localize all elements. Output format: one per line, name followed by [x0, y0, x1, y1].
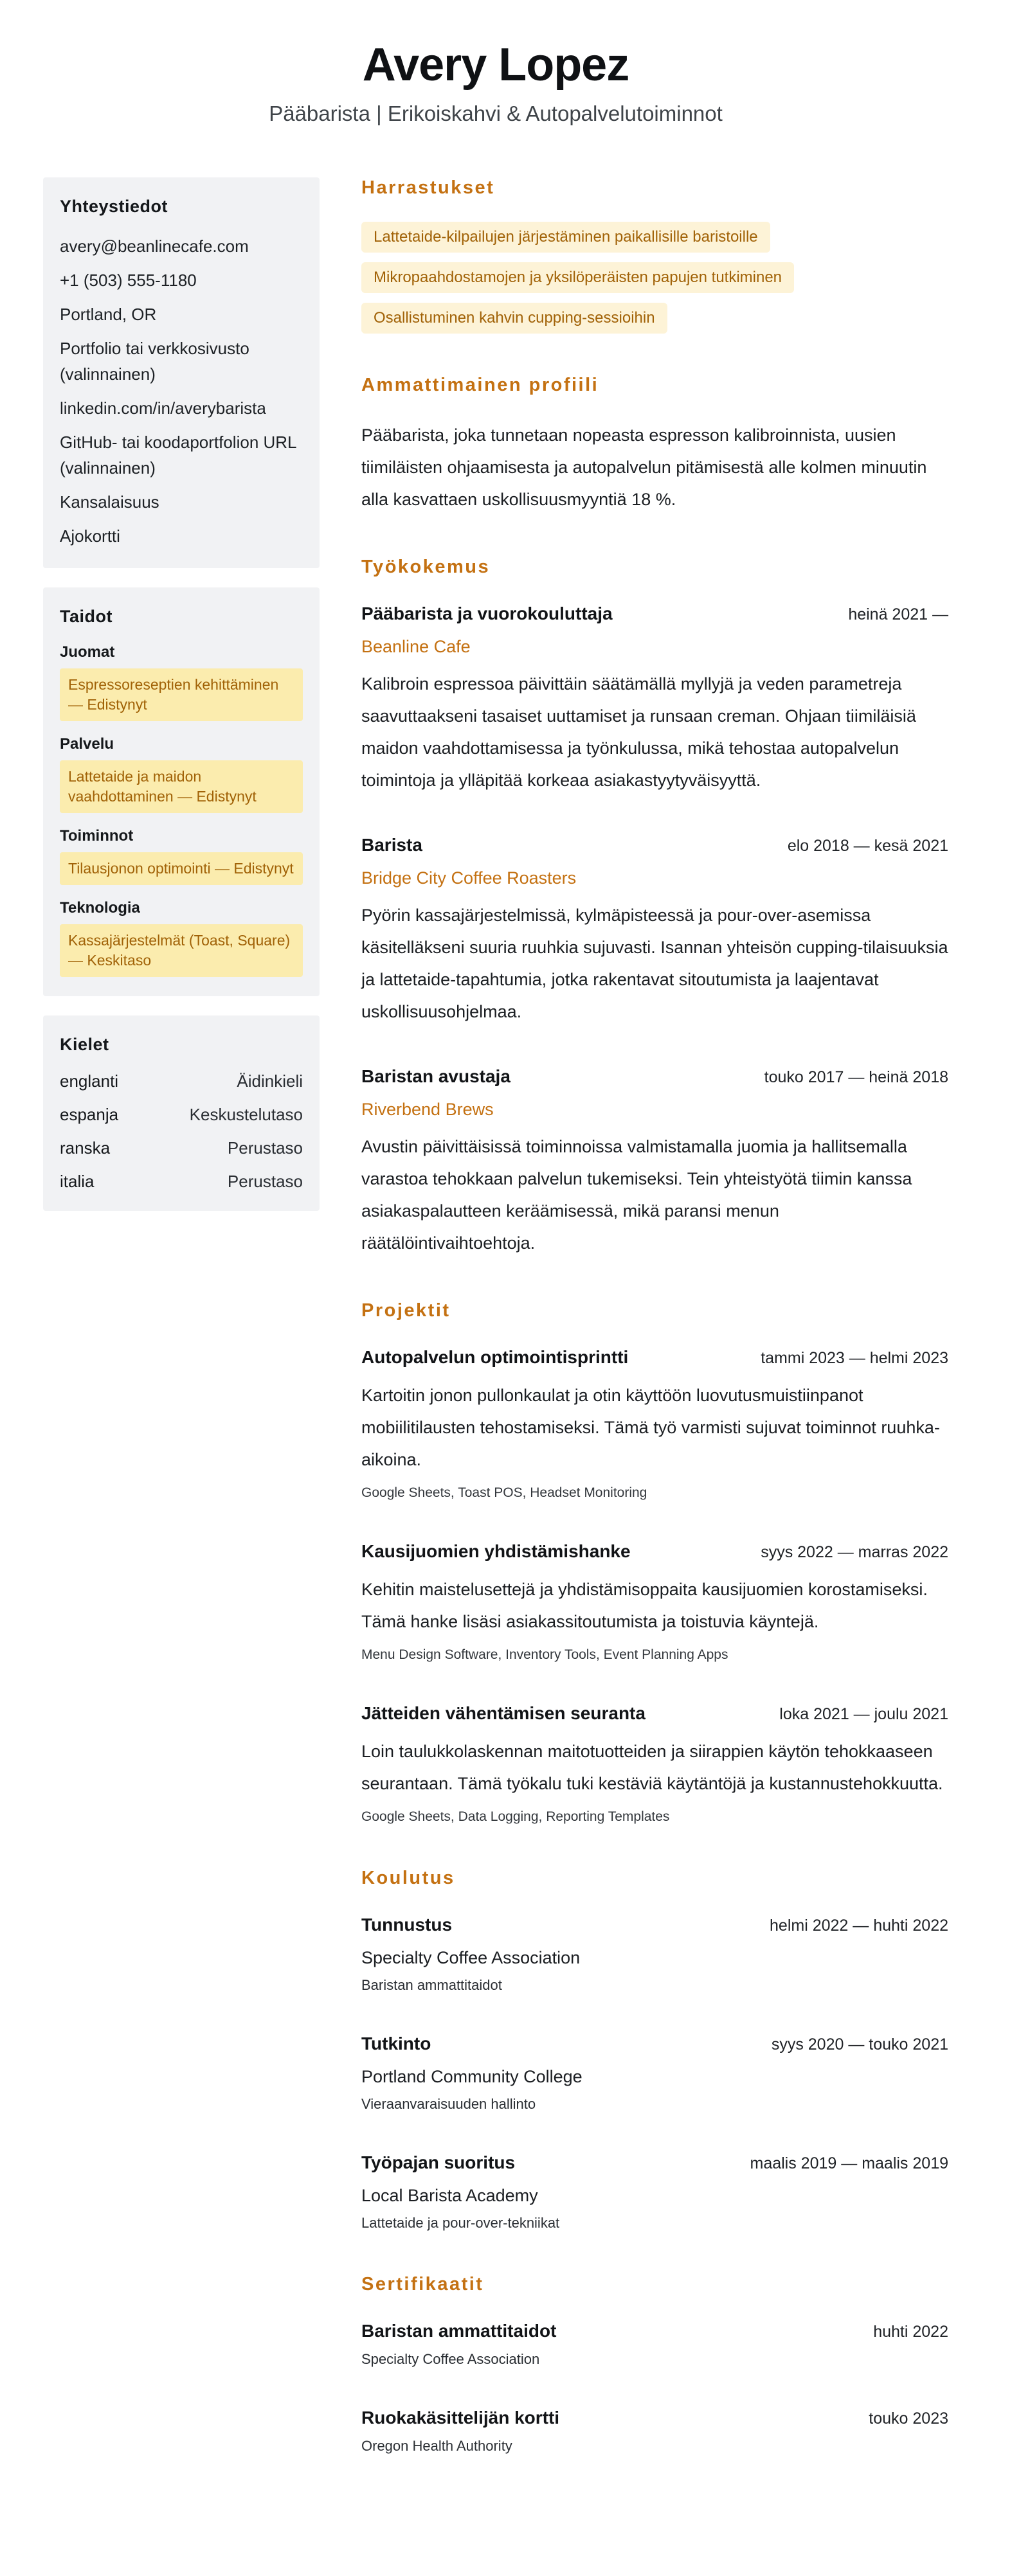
- contact-portfolio: Portfolio tai verkkosivusto (valinnainen): [60, 339, 249, 384]
- project-entry: [361, 1345, 948, 1503]
- language-name: italia: [60, 1172, 95, 1191]
- education-school: Portland Community College: [361, 2067, 583, 2086]
- hobby-pill: Lattetaide-kilpailujen järjestäminen paikallisille baristoille: [361, 222, 770, 253]
- entry-head: [361, 2031, 948, 2057]
- project-entry: [361, 1701, 948, 1827]
- education-field: Lattetaide ja pour-over-tekniikat: [361, 2215, 560, 2231]
- job-role: Baristan avustaja: [361, 1066, 510, 1086]
- entry-head: [361, 1345, 948, 1370]
- skill-chip: Espressoreseptien kehittäminen — Edistynyt: [60, 668, 303, 721]
- project-tools: Menu Design Software, Inventory Tools, Event Planning Apps: [361, 1647, 728, 1662]
- entry-head: [361, 2318, 948, 2344]
- entry-head: [361, 1701, 948, 1726]
- languages-box: [43, 1015, 320, 1211]
- certification-dates: huhti 2022: [873, 2323, 948, 2341]
- section-projects: [361, 1300, 948, 1827]
- education-field: Baristan ammattitaidot: [361, 1977, 502, 1993]
- job-company: Bridge City Coffee Roasters: [361, 868, 577, 888]
- language-row: [60, 1138, 303, 1158]
- skill-group: [60, 735, 303, 813]
- education-school: Specialty Coffee Association: [361, 1948, 581, 1967]
- education-dates: helmi 2022 — huhti 2022: [770, 1917, 948, 1935]
- contact-citizenship: Kansalaisuus: [60, 492, 159, 512]
- section-experience: [361, 557, 948, 1259]
- entry-head: [361, 1064, 948, 1089]
- education-entry: [361, 2150, 948, 2233]
- language-level: Perustaso: [227, 1172, 303, 1191]
- sidebar: [43, 177, 320, 1211]
- project-description: Kehitin maistelusettejä ja yhdistämisoppaita kausijuomien korostamiseksi. Tämä hanke lisäsi asiakassitoutumista ja toistuvia käyntejä.: [361, 1580, 928, 1631]
- contact-box: [43, 177, 320, 568]
- certification-name: Ruokakäsittelijän kortti: [361, 2408, 560, 2428]
- language-name: englanti: [60, 1071, 119, 1091]
- section-title-hobbies: Harrastukset: [361, 177, 495, 198]
- education-dates: maalis 2019 — maalis 2019: [750, 2154, 948, 2172]
- main-column: [361, 177, 948, 2497]
- skill-category: Palvelu: [60, 735, 114, 753]
- entry-head: [361, 832, 948, 858]
- entry-head: [361, 2150, 948, 2176]
- skills-title: Taidot: [60, 607, 113, 626]
- project-name: Jätteiden vähentämisen seuranta: [361, 1703, 646, 1723]
- skill-group: [60, 643, 303, 721]
- job-description: Pyörin kassajärjestelmissä, kylmäpisteessä ja pour-over-asemissa käsitelläkseni suuria ruuhkia sujuvasti. Isannan yhteisön cupping-tilaisuuksia ja lattetaide-tapahtumia, jotka rakentavat sitoutumista ja laajentavat uskollisuusohjelmaa.: [361, 906, 948, 1021]
- project-entry: [361, 1539, 948, 1665]
- skill-category: Teknologia: [60, 899, 140, 917]
- certification-issuer: Oregon Health Authority: [361, 2438, 512, 2454]
- entry-head: [361, 601, 948, 627]
- certification-entry: [361, 2405, 948, 2456]
- certification-dates: touko 2023: [869, 2410, 948, 2428]
- certification-issuer: Specialty Coffee Association: [361, 2351, 540, 2367]
- entry-head: [361, 2405, 948, 2431]
- experience-entry: [361, 601, 948, 796]
- profile-text: Pääbarista, joka tunnetaan nopeasta espresson kalibroinnista, uusien tiimiläisten ohjaamisesta ja autopalvelun pitämisestä alle kolmen minuutin alla kasvattaen uskollisuusmyyntiä 18 %.: [361, 425, 927, 509]
- language-level: Perustaso: [227, 1138, 303, 1158]
- hobby-pill-list: [361, 222, 948, 334]
- section-education: [361, 1868, 948, 2233]
- job-description: Avustin päivittäisissä toiminnoissa valmistamalla juomia ja hallitsemalla varastoa tehokkaan palvelun tukemiseksi. Tein yhteistyötä tiimin kanssa asiakaspalautteen keräämisessä, mikä paransi menun räätälöintivaihtoehtoja.: [361, 1137, 912, 1253]
- education-entry: [361, 2031, 948, 2114]
- project-description: Kartoitin jonon pullonkaulat ja otin käyttöön luovutusmuistiinpanot mobiilitilausten tehostamiseksi. Tämä työ varmisti sujuvat toiminnot ruuhka-aikoina.: [361, 1386, 940, 1469]
- section-title-experience: Työkokemus: [361, 557, 491, 577]
- language-name: ranska: [60, 1138, 111, 1158]
- contact-title: Yhteystiedot: [60, 197, 168, 216]
- language-row: [60, 1172, 303, 1192]
- section-profile: [361, 375, 948, 515]
- contact-github: GitHub- tai koodaportfolion URL (valinnainen): [60, 433, 296, 478]
- project-name: Kausijuomien yhdistämishanke: [361, 1541, 631, 1561]
- job-role: Barista: [361, 835, 422, 855]
- entry-head: [361, 1912, 948, 1938]
- skill-chip: Tilausjonon optimointi — Edistynyt: [60, 852, 303, 885]
- contact-drivers-license: Ajokortti: [60, 526, 120, 546]
- skill-group: [60, 827, 303, 885]
- project-dates: tammi 2023 — helmi 2023: [761, 1349, 948, 1367]
- education-school: Local Barista Academy: [361, 2186, 538, 2205]
- section-title-profile: Ammattimainen profiili: [361, 375, 599, 395]
- job-dates: elo 2018 — kesä 2021: [787, 837, 948, 855]
- job-role: Pääbarista ja vuorokouluttaja: [361, 604, 613, 623]
- contact-email: avery@beanlinecafe.com: [60, 237, 249, 256]
- project-description: Loin taulukkolaskennan maitotuotteiden ja siirappien käytön tehokkaaseen seurantaan. Tämä työkalu tuki kestäviä käytäntöjä ja kustannustehokkuutta.: [361, 1742, 943, 1793]
- language-level: Äidinkieli: [237, 1071, 303, 1091]
- contact-linkedin: linkedin.com/in/averybarista: [60, 398, 266, 418]
- section-title-projects: Projektit: [361, 1300, 451, 1321]
- project-dates: loka 2021 — joulu 2021: [779, 1705, 948, 1723]
- resume-header: [43, 39, 948, 126]
- person-title: Pääbarista | Erikoiskahvi & Autopalvelutoiminnot: [269, 102, 723, 125]
- language-level: Keskustelutaso: [189, 1105, 303, 1124]
- education-entry: [361, 1912, 948, 1995]
- skill-chip: Kassajärjestelmät (Toast, Square) — Keskitaso: [60, 924, 303, 977]
- project-tools: Google Sheets, Toast POS, Headset Monitoring: [361, 1485, 647, 1500]
- job-company: Riverbend Brews: [361, 1100, 494, 1119]
- job-dates: heinä 2021 —: [848, 605, 948, 623]
- resume-columns: [43, 177, 948, 2497]
- hobby-pill: Mikropaahdostamojen ja yksilöperäisten papujen tutkiminen: [361, 262, 794, 293]
- language-name: espanja: [60, 1105, 119, 1124]
- language-row: [60, 1105, 303, 1125]
- person-name: Avery Lopez: [362, 39, 629, 91]
- project-name: Autopalvelun optimointisprintti: [361, 1347, 629, 1367]
- experience-entry: [361, 832, 948, 1028]
- skill-category: Toiminnot: [60, 827, 134, 845]
- skill-chip: Lattetaide ja maidon vaahdottaminen — Edistynyt: [60, 760, 303, 813]
- education-field: Vieraanvaraisuuden hallinto: [361, 2096, 536, 2112]
- section-certifications: [361, 2274, 948, 2456]
- languages-title: Kielet: [60, 1035, 109, 1054]
- experience-entry: [361, 1064, 948, 1259]
- section-title-education: Koulutus: [361, 1868, 455, 1888]
- education-dates: syys 2020 — touko 2021: [771, 2035, 948, 2053]
- certification-name: Baristan ammattitaidot: [361, 2321, 557, 2341]
- entry-head: [361, 1539, 948, 1564]
- certification-entry: [361, 2318, 948, 2369]
- section-title-certifications: Sertifikaatit: [361, 2274, 484, 2294]
- contact-location: Portland, OR: [60, 305, 157, 324]
- project-tools: Google Sheets, Data Logging, Reporting Templates: [361, 1809, 670, 1824]
- job-description: Kalibroin espressoa päivittäin säätämällä myllyjä ja veden parametreja saavuttaakseni tasaiset uuttamiset ja runsaan creman. Ohjaan tiimiläisiä maidon vaahdottamisessa ja työnkulussa, mikä tehostaa autopalvelun toimintoja ja ylläpitää korkeaa asiakastyytyväisyyttä.: [361, 674, 916, 790]
- hobby-pill: Osallistuminen kahvin cupping-sessioihin: [361, 303, 667, 334]
- skills-box: [43, 587, 320, 996]
- project-dates: syys 2022 — marras 2022: [761, 1543, 948, 1561]
- job-company: Beanline Cafe: [361, 637, 471, 656]
- section-hobbies: [361, 177, 948, 334]
- education-degree: Työpajan suoritus: [361, 2152, 516, 2172]
- contact-phone: +1 (503) 555-1180: [60, 271, 197, 290]
- job-dates: touko 2017 — heinä 2018: [764, 1068, 948, 1086]
- language-row: [60, 1071, 303, 1091]
- education-degree: Tunnustus: [361, 1915, 453, 1935]
- skill-category: Juomat: [60, 643, 115, 661]
- education-degree: Tutkinto: [361, 2034, 431, 2053]
- skill-group: [60, 899, 303, 977]
